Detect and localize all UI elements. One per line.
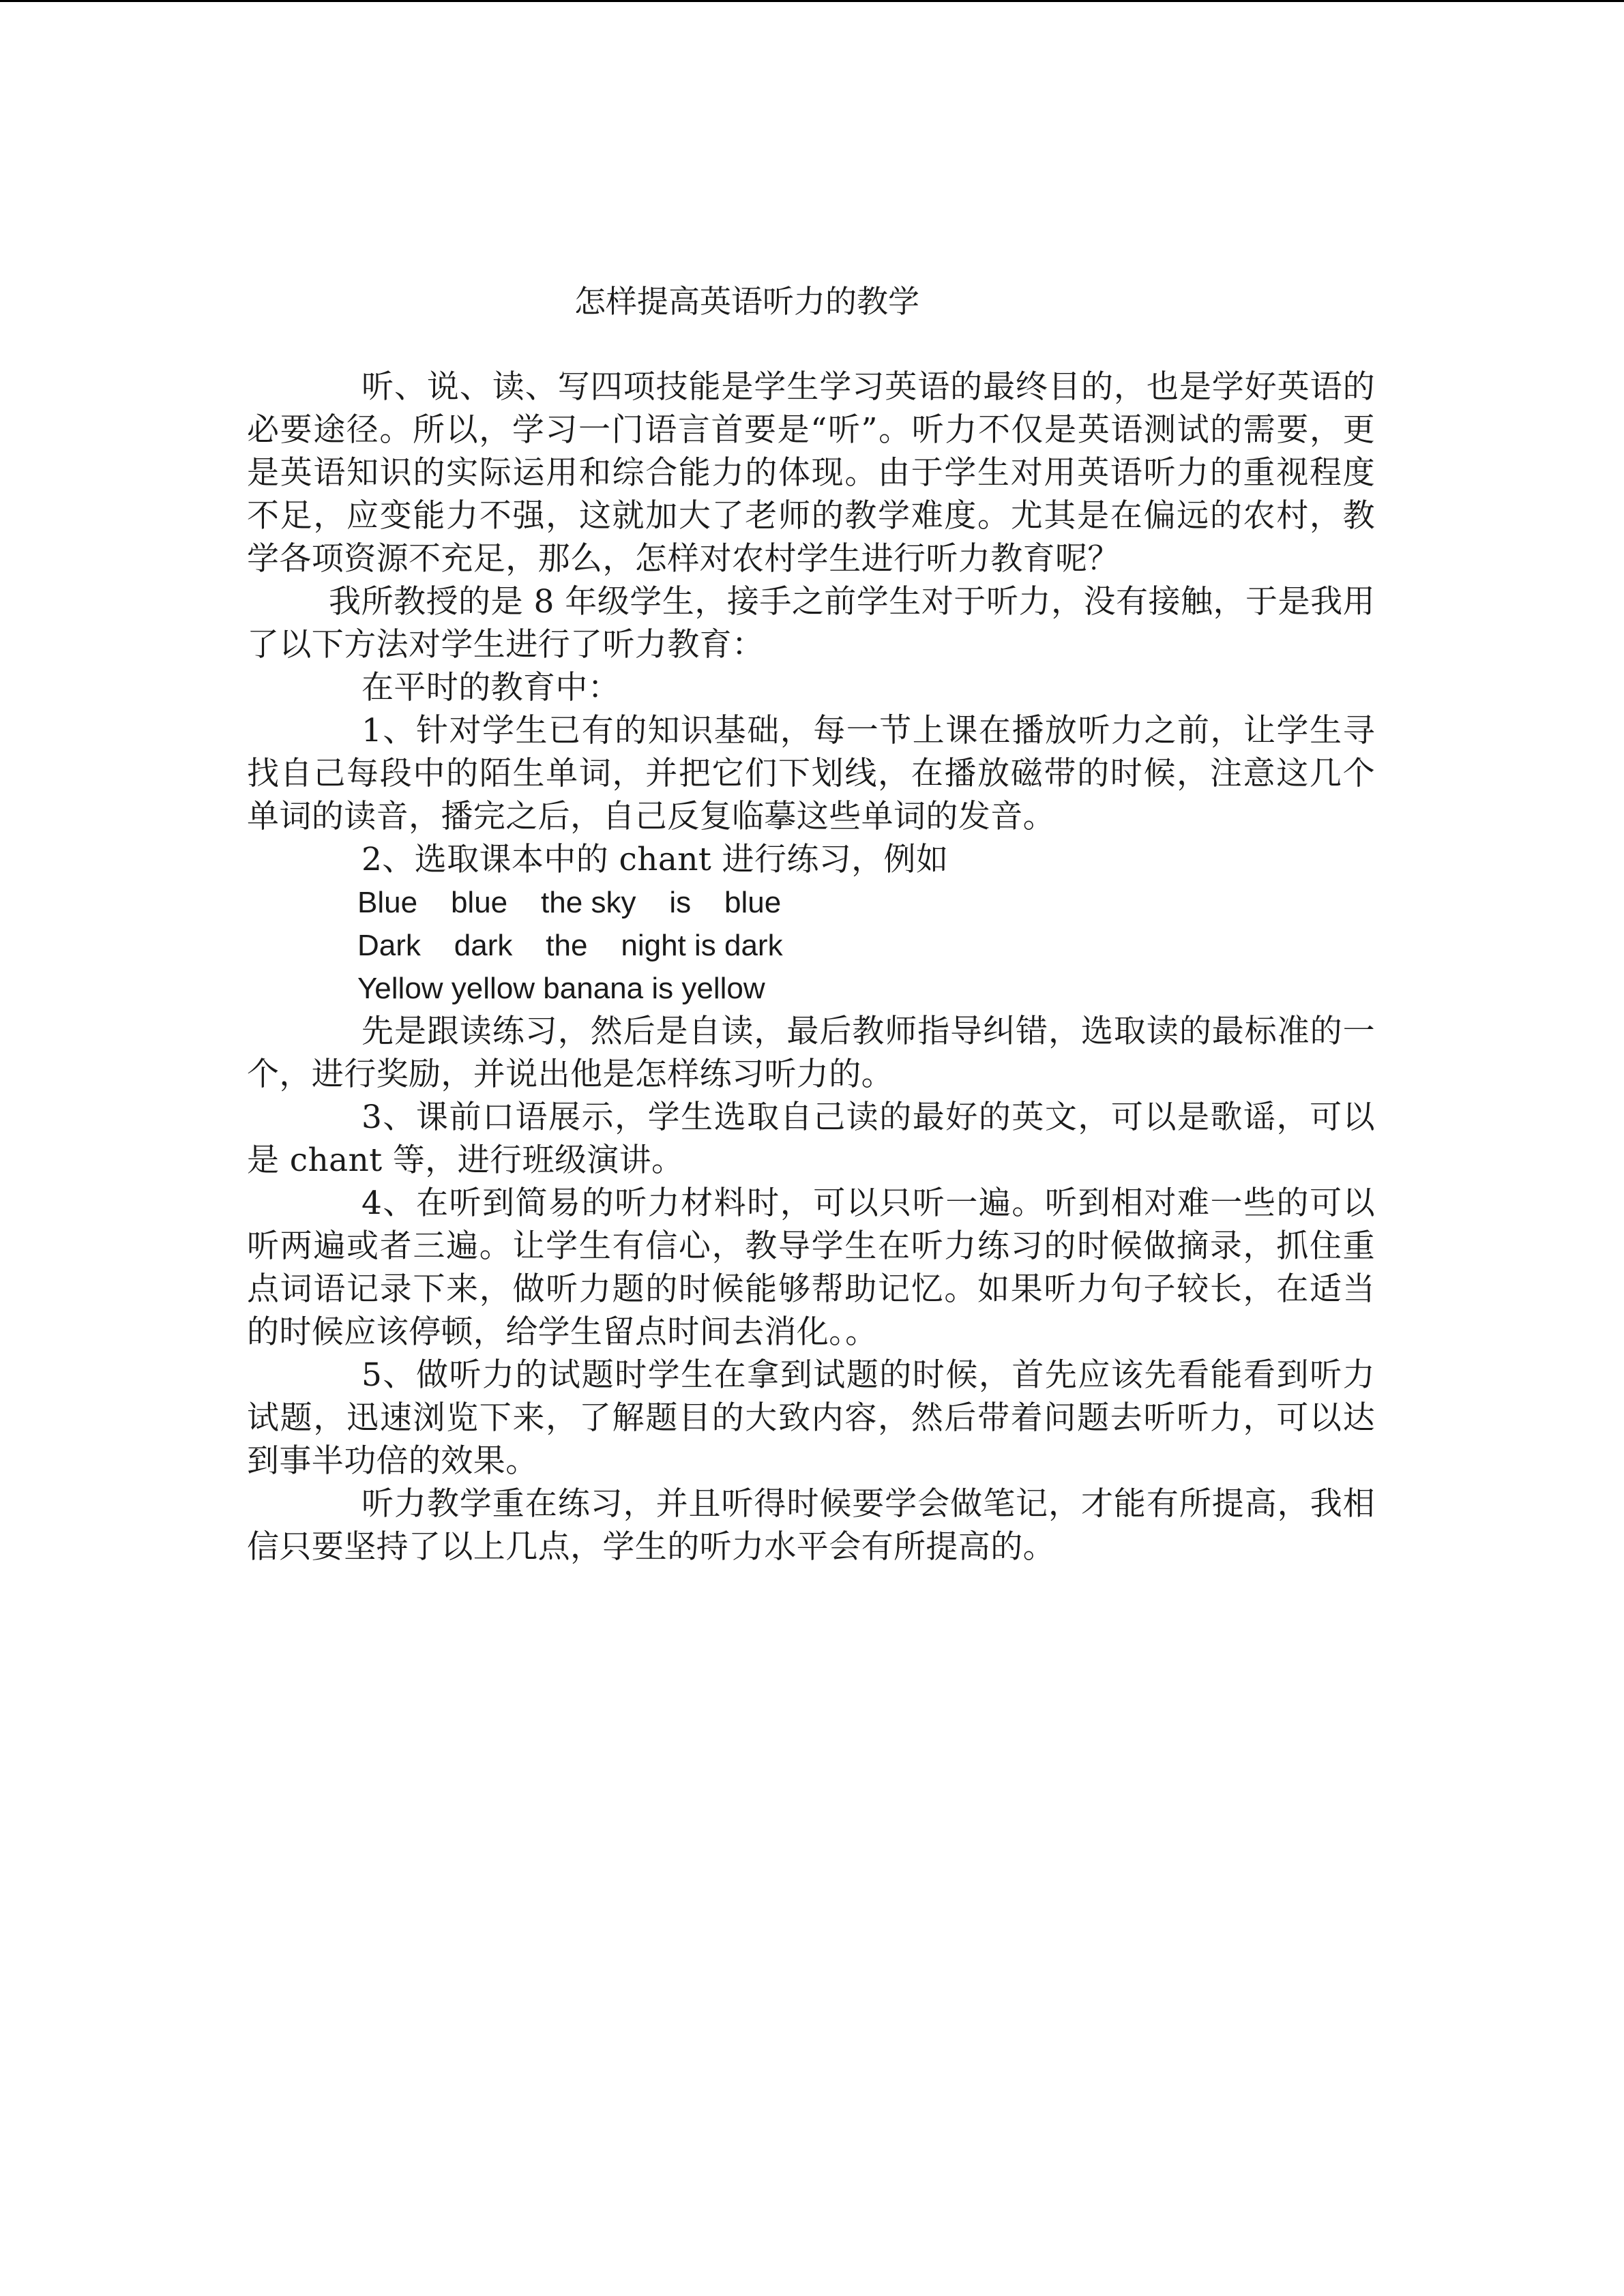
chant-block bbox=[247, 881, 1375, 1010]
paragraph-method-4: 4、在听到简易的听力材料时，可以只听一遍。听到相对难一些的可以听两遍或者三遍。让学生有信心，教导学生在听力练习的时候做摘录，抓住重点词语记录下来，做听力题的时候能够帮助记忆。如果听力句子较长，在适当的时候应该停顿，给学生留点时间去消化。。 bbox=[247, 1184, 1375, 1351]
top-border-line bbox=[0, 0, 1624, 2]
paragraph-conclusion: 听力教学重在练习，并且听得时候要学会做笔记，才能有所提高，我相信只要坚持了以上几点，学生的听力水平会有所提高的。 bbox=[247, 1485, 1375, 1566]
chant-line-2: Dark dark the night is dark bbox=[357, 929, 783, 962]
paragraph-daily-teaching: 在平时的教育中： bbox=[361, 669, 621, 706]
paragraph-method-3: 3、课前口语展示，学生选取自己读的最好的英文，可以是歌谣，可以是 chant 等，进行班级演讲。 bbox=[247, 1099, 1375, 1179]
chant-line-3: Yellow yellow banana is yellow bbox=[357, 972, 765, 1005]
paragraph-method-5: 5、做听力的试题时学生在拿到试题的时候，首先应该先看能看到听力试题，迅速浏览下来，了解题目的大致内容，然后带着问题去听听力，可以达到事半功倍的效果。 bbox=[247, 1356, 1375, 1480]
paragraph-method-1: 1、针对学生已有的知识基础，每一节上课在播放听力之前，让学生寻找自己每段中的陌生单词，并把它们下划线，在播放磁带的时候，注意这几个单词的读音，播完之后，自己反复临摹这些单词的发音。 bbox=[247, 712, 1375, 835]
paragraph-intro: 听、说、读、写四项技能是学生学习英语的最终目的，也是学好英语的必要途径。所以，学习一门语言首要是“听”。听力不仅是英语测试的需要，更是英语知识的实际运用和综合能力的体现。由于学生对用英语听力的重视程度不足，应变能力不强，这就加大了老师的教学难度。尤其是在偏远的农村，教学各项资源不充足，那么，怎样对农村学生进行听力教育呢？ bbox=[247, 368, 1375, 578]
document-title: 怎样提高英语听力的教学 bbox=[574, 283, 919, 320]
paragraph-method-2-practice: 先是跟读练习，然后是自读，最后教师指导纠错，选取读的最标准的一个，进行奖励，并说出他是怎样练习听力的。 bbox=[247, 1013, 1375, 1093]
paragraph-background: 我所教授的是 8 年级学生，接手之前学生对于听力，没有接触，于是我用了以下方法对学生进行了听力教育： bbox=[247, 583, 1375, 664]
chant-line-1: Blue blue the sky is blue bbox=[357, 886, 782, 919]
paragraph-method-2: 2、选取课本中的 chant 进行练习，例如 bbox=[361, 841, 949, 878]
document-body bbox=[247, 366, 1375, 1568]
